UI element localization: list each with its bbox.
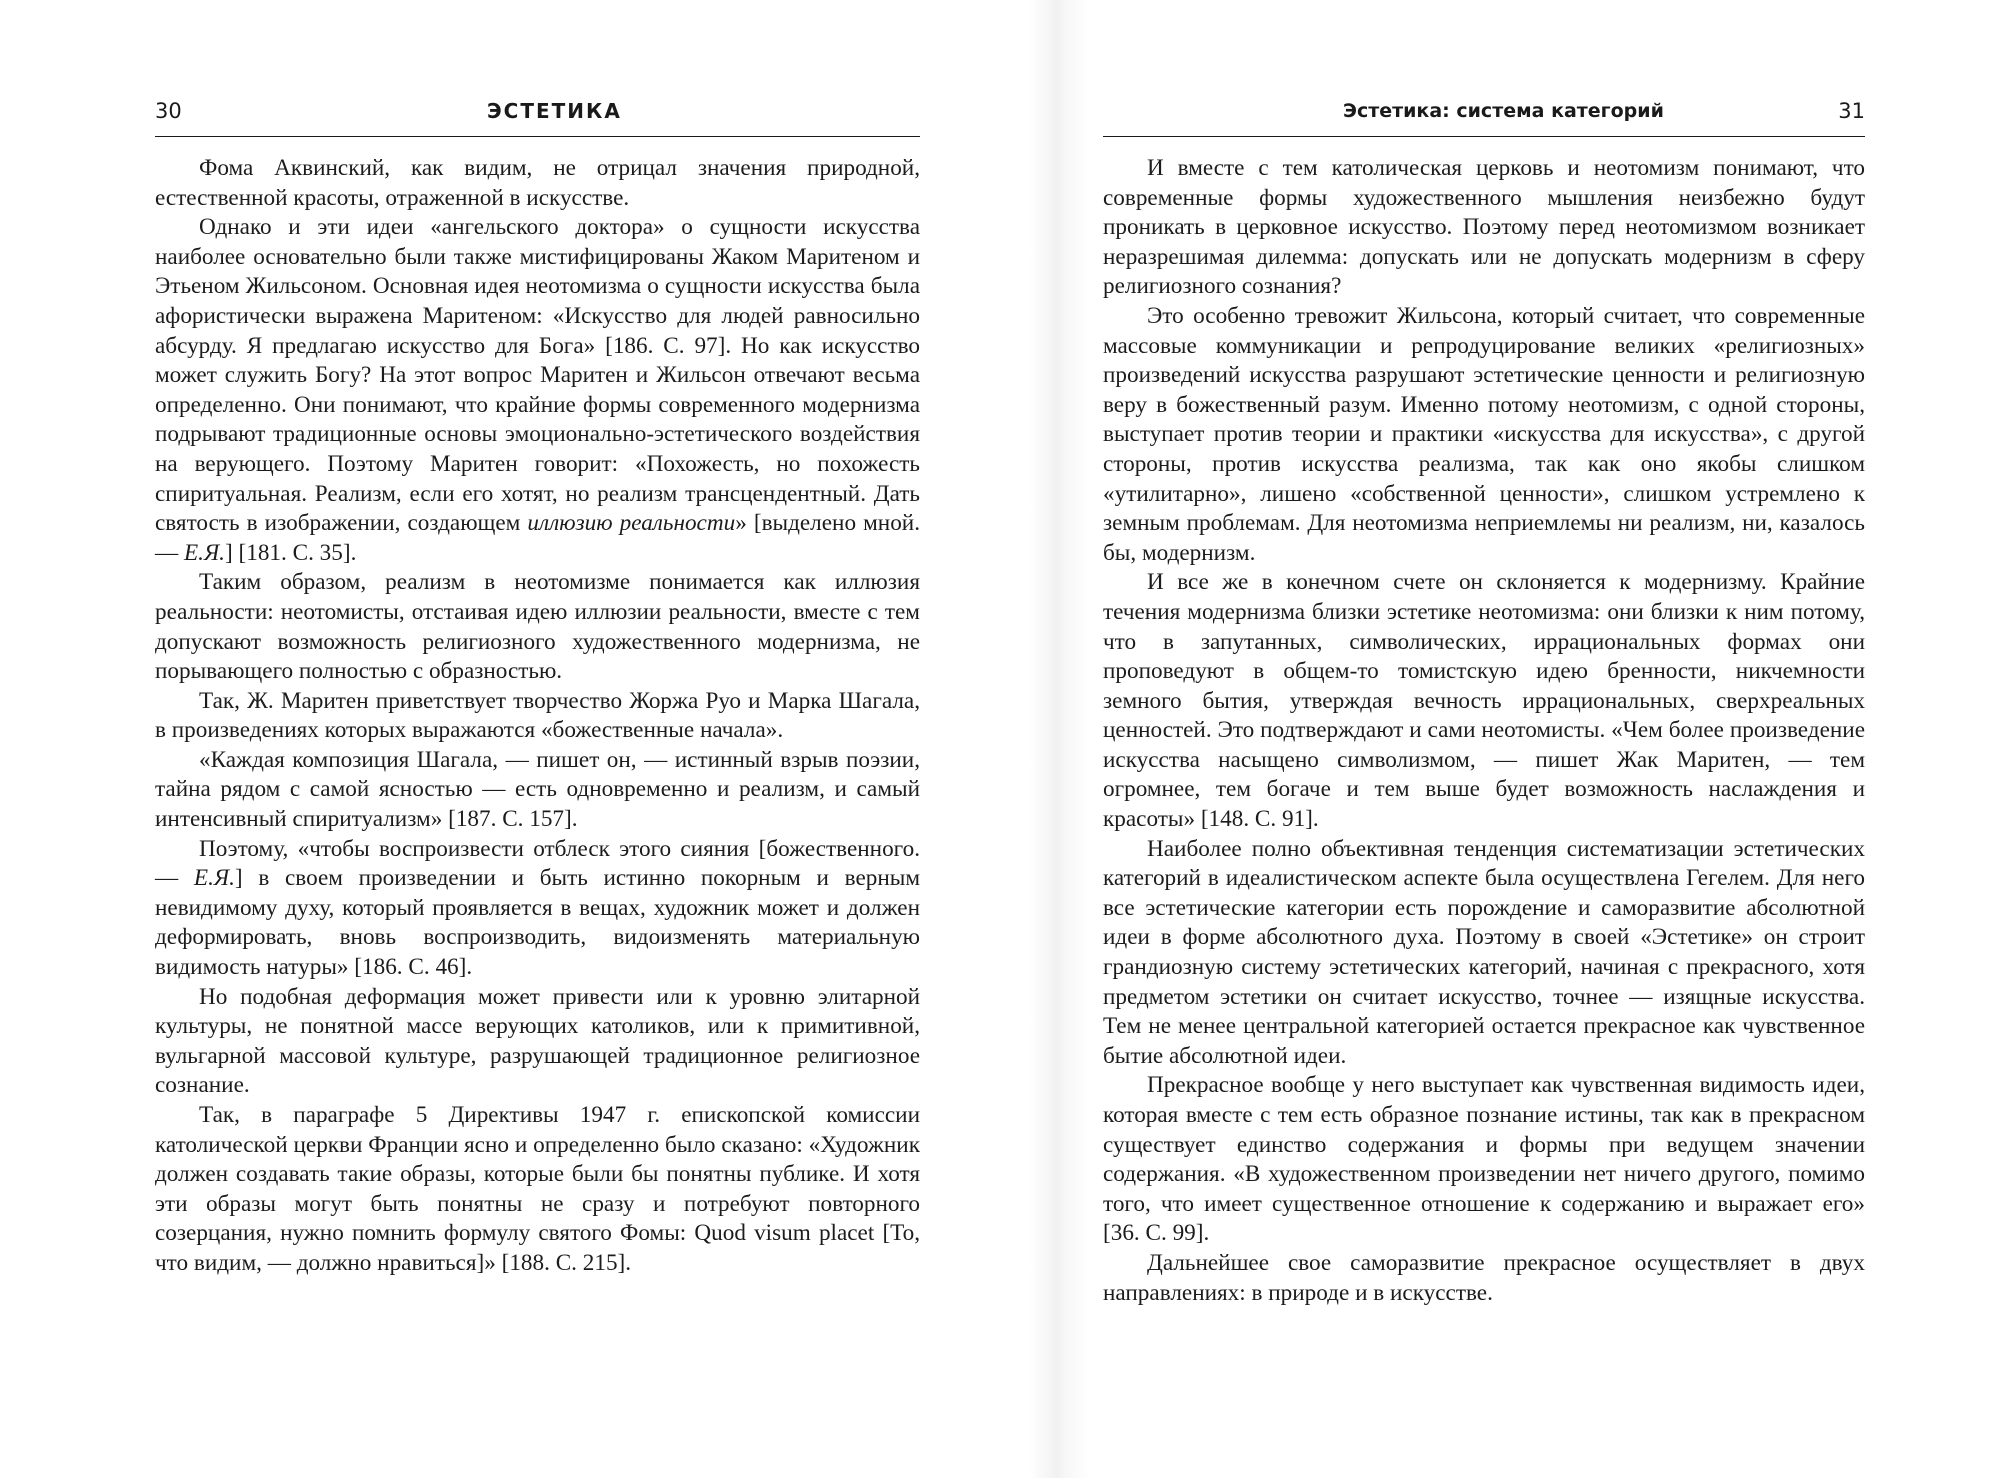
paragraph: Наиболее полно объективная тенденция систематизации эстетических категорий в идеалистическом аспекте была осуществлена Гегелем. Для него все эстетические категории есть порождение и саморазвитие абсолютной идеи в форме абсолютного духа. Поэтому в своей «Эстетике» он строит грандиозную систему эстетических категорий, начиная с прекрасного, хотя предметом эстетики он считает искусство, точнее — изящные искусства. Тем не менее центральной категорией остается прекрасное как чувственное бытие абсолютной идеи. — [1103, 835, 1865, 1069]
page-number: 31 — [1838, 99, 1865, 123]
paragraph — [155, 835, 920, 983]
book-gutter — [1030, 0, 1090, 1478]
paragraph: Дальнейшее свое саморазвитие прекрасное осуществляет в двух направлениях: в природе и в искусстве. — [1103, 1249, 1865, 1306]
paragraph-text: Поэтому, «чтобы воспроизвести отблеск этого сияния [божественного. — — [155, 835, 920, 892]
italic-emphasis: иллюзию реальности — [527, 510, 736, 537]
paragraph: Но подобная деформация может привести или к уровню элитарной культуры, не понятной массе верующих католиков, или к примитивной, вульгарной массовой культуре, разрушающей традиционное религиозное сознание. — [155, 983, 920, 1099]
paragraph: Так, Ж. Маритен приветствует творчество Жоржа Руо и Марка Шагала, в произведениях которых выражаются «божественные начала». — [155, 687, 920, 744]
paragraph: Так, в параграфе 5 Директивы 1947 г. епископской комиссии католической церкви Франции ясно и определенно было сказано: «Художник должен создавать такие образы, которые были бы понятны публике. И хотя эти образы могут быть понятны не сразу и потребуют повторного созерцания, нужно помнить формулу святого Фомы: Quod visum placet [То, что видим, — должно нравиться]» [188. С. 215]. — [155, 1102, 920, 1276]
paragraph: И все же в конечном счете он склоняется к модернизму. Крайние течения модернизма близки эстетике неотомизма: они близки к ним потому, что в запутанных, символических, иррациональных формах они проповедуют в общем-то томистскую идею бренности, никчемности земного бытия, утверждая вечность иррациональных, сверхреальных ценностей. Это подтверждают и сами неотомисты. «Чем более произведение искусства насыщено символизмом, — пишет Жак Маритен, — тем огромнее, тем богаче и тем выше будет возможность наслаждения и красоты» [148. С. 91]. — [1103, 569, 1865, 833]
author-initials: Е.Я. — [183, 539, 225, 566]
left-page — [155, 0, 920, 1478]
paragraph: «Каждая композиция Шагала, — пишет он, — истинный взрыв поэзии, тайна рядом с самой ясностью — есть одновременно и реализм, и самый интенсивный спиритуализм» [187. С. 157]. — [155, 746, 920, 833]
paragraph: Таким образом, реализм в неотомизме понимается как иллюзия реальности: неотомисты, отстаивая идею иллюзии реальности, вместе с тем допускают возможность религиозного художественного модернизма, не порывающего полностью с образностью. — [155, 569, 920, 685]
paragraph-text: » [выделено мной. — — [155, 510, 920, 566]
paragraph-text: Однако и эти идеи «ангельского доктора» о сущности искусства наиболее основательно были также мистифицированы Жаком Маритеном и Этьеном Жильсоном. Основная идея неотомизма о сущности искусства была афористически выражена Маритеном: «Искусство для людей равносильно абсурду. Я предлагаю искусство для Бога» [186. С. 97]. Но как искусство может служить Богу? На этот вопрос Маритен и Жильсон отвечают весьма определенно. Они понимают, что крайние формы современного модернизма подрывают традиционные основы эмоционально-эстетического воздействия на верующего. Поэтому Маритен говорит: «Похожесть, но похожесть спиритуальная. Реализм, если его хотят, но реализм трансцендентный. Дать святость в изображении, создающем — [155, 214, 920, 537]
paragraph: Фома Аквинский, как видим, не отрицал значения природной, естественной красоты, отраженной в искусстве. — [155, 155, 920, 211]
paragraph-text: ] в своем произведении и быть истинно покорным и верным невидимому духу, который проявляется в вещах, художник может и должен деформировать, вновь воспроизводить, видоизменять материальную видимость натуры» [186. С. 46]. — [155, 865, 921, 981]
right-page — [1103, 0, 1865, 1478]
citation: ] [181. С. 35]. — [224, 539, 357, 566]
page-number: 30 — [155, 99, 182, 123]
left-page-body — [155, 154, 920, 1279]
right-page-header — [1103, 96, 1865, 137]
running-head: Эстетика: система категорий — [1343, 100, 1664, 122]
right-page-body — [1103, 154, 1865, 1308]
paragraph: Это особенно тревожит Жильсона, который считает, что современные массовые коммуникации и репродуцирование великих «религиозных» произведений искусства разрушают эстетические ценности и религиозную веру в божественный разум. Именно потому неотомизм, с одной стороны, выступает против теории и практики «искусства для искусства», с другой стороны, против искусства реализма, так как оно якобы слишком «утилитарно», лишено «собственной ценности», слишком устремлено к земным проблемам. Для неотомизма неприемлемы ни реализм, ни, казалось бы, модернизм. — [1103, 302, 1865, 566]
running-head: ЭСТЕТИКА — [487, 99, 622, 123]
author-initials: Е.Я. — [193, 865, 235, 892]
paragraph — [155, 213, 920, 568]
left-page-header — [155, 96, 920, 137]
paragraph: И вместе с тем католическая церковь и неотомизм понимают, что современные формы художественного мышления неизбежно будут проникать в церковное искусство. Поэтому перед неотомизмом возникает неразрешимая дилемма: допускать или не допускать модернизм в сферу религиозного сознания? — [1103, 155, 1865, 300]
paragraph: Прекрасное вообще у него выступает как чувственная видимость идеи, которая вместе с тем есть образное познание истины, так как в прекрасном существует единство содержания и формы при ведущем значении содержания. «В художественном произведении нет ничего другого, помимо того, что имеет существенное отношение к содержанию и выражает его» [36. С. 99]. — [1103, 1072, 1865, 1247]
